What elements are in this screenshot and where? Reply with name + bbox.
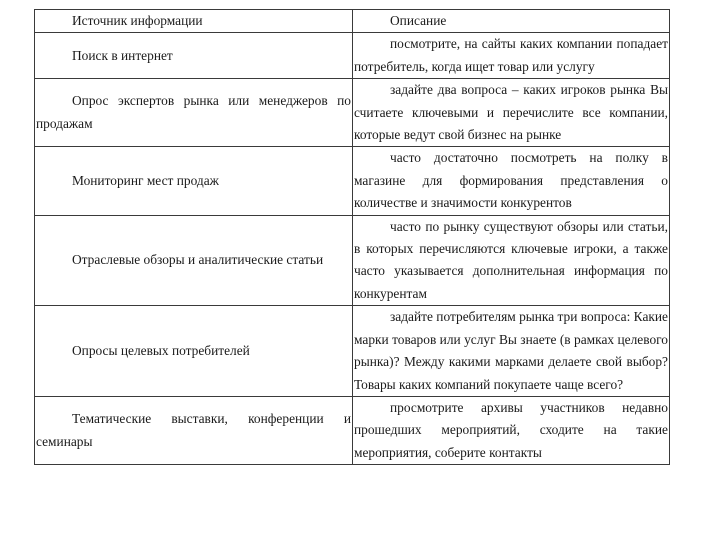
table-row xyxy=(35,147,670,215)
description-cell: просмотрите архивы участников недавно прошедших мероприятий, сходите на такие мероприятия, соберите контакты xyxy=(353,396,670,464)
table-row xyxy=(35,306,670,397)
table-row xyxy=(35,215,670,306)
table-row xyxy=(35,33,670,79)
info-sources-table xyxy=(34,9,670,465)
table-row xyxy=(35,79,670,147)
source-cell: Поиск в интернет xyxy=(35,33,353,79)
description-cell: часто достаточно посмотреть на полку в магазине для формирования представления о количестве и значимости конкурентов xyxy=(353,147,670,215)
info-sources-table-container xyxy=(34,9,669,465)
source-cell: Опросы целевых потребителей xyxy=(35,306,353,397)
table-row xyxy=(35,396,670,464)
table-header-row xyxy=(35,10,670,33)
description-cell: задайте потребителям рынка три вопроса: Какие марки товаров или услуг Вы знаете (в рамках целевого рынка)? Между какими марками делаете свой выбор? Товары каких компаний покупаете чаще всего? xyxy=(353,306,670,397)
description-cell: задайте два вопроса – каких игроков рынка Вы считаете ключевыми и перечислите все компании, которые ведут свой бизнес на рынке xyxy=(353,79,670,147)
source-cell: Опрос экспертов рынка или менеджеров по продажам xyxy=(35,79,353,147)
source-cell: Мониторинг мест продаж xyxy=(35,147,353,215)
description-cell: посмотрите, на сайты каких компании попадает потребитель, когда ищет товар или услугу xyxy=(353,33,670,79)
description-cell: часто по рынку существуют обзоры или статьи, в которых перечисляются ключевые игроки, а также часто указывается дополнительная информация по конкурентам xyxy=(353,215,670,306)
header-description: Описание xyxy=(353,10,670,33)
header-source: Источник информации xyxy=(35,10,353,33)
source-cell: Отраслевые обзоры и аналитические статьи xyxy=(35,215,353,306)
source-cell: Тематические выставки, конференции и семинары xyxy=(35,396,353,464)
